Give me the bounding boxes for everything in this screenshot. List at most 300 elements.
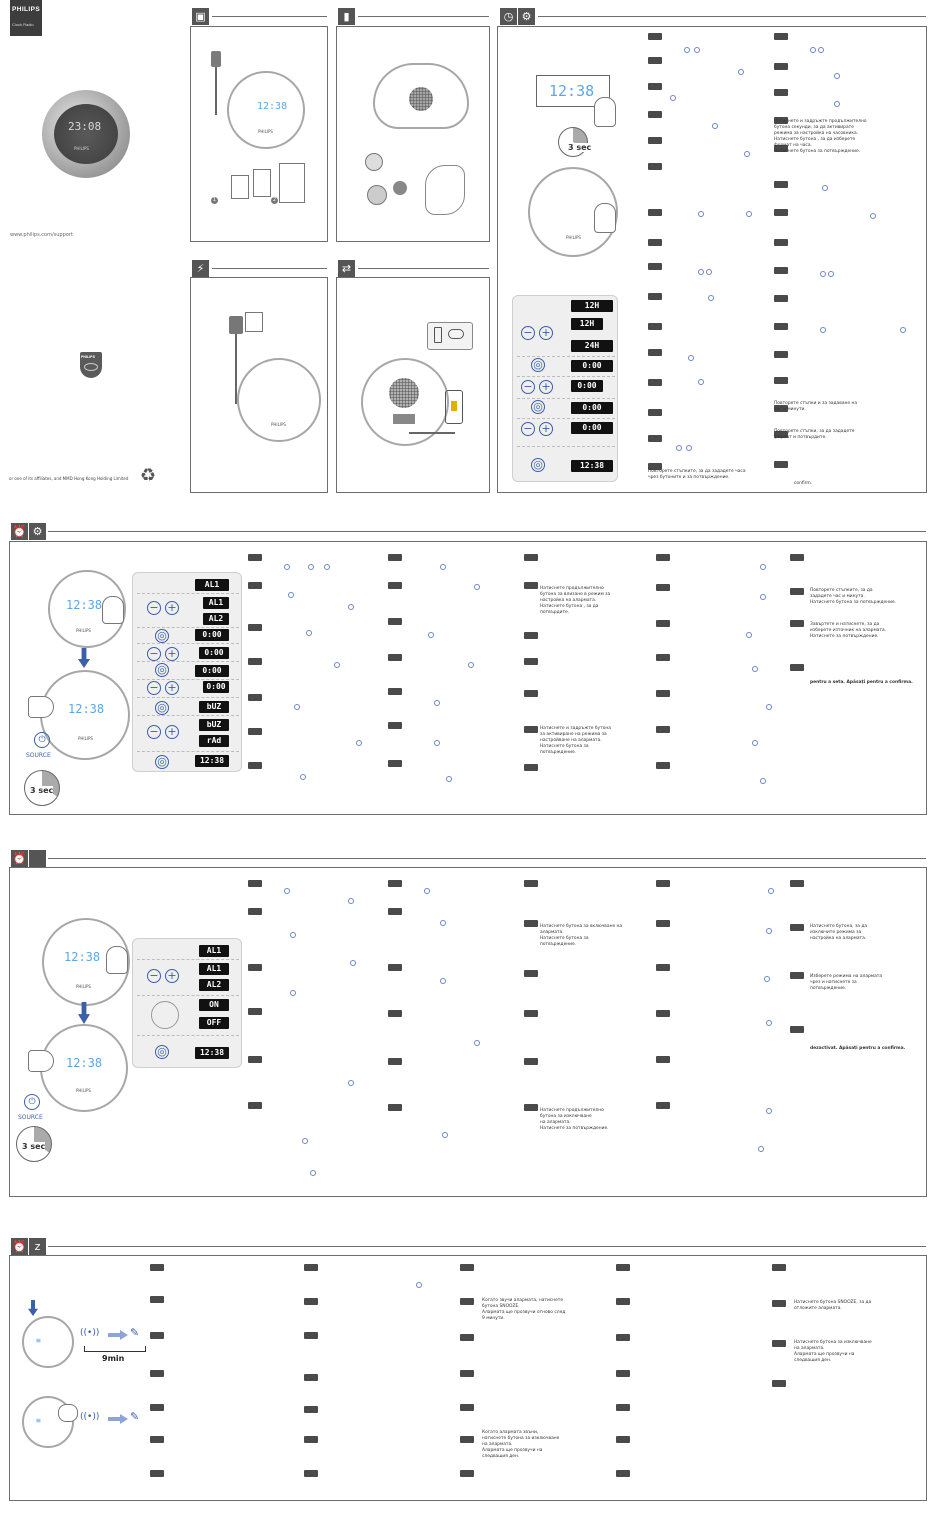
step-tag: [772, 1300, 786, 1307]
step-tag: [774, 89, 788, 96]
toggle-top-brand: PHILIPS: [76, 984, 91, 989]
button-icon: [468, 662, 474, 668]
step-tag: [790, 924, 804, 931]
step-tag: [460, 1298, 474, 1305]
hand-top: [102, 596, 124, 624]
lcd-alarm-1: AL1: [195, 579, 229, 591]
step-tag: [248, 554, 262, 561]
clock-sep-4: [517, 418, 615, 419]
snooze-arrow-right-2: [108, 1414, 128, 1424]
toggle-bottom-time: 12:38: [66, 1056, 103, 1070]
alarm-confirm-3[interactable]: ◎: [155, 701, 169, 715]
snooze-col-5: [772, 1264, 922, 1494]
clock-sep-5: [517, 446, 615, 447]
alarm-col-1: [248, 554, 378, 804]
clock-lang-col-2: [774, 33, 914, 493]
step-tag: [648, 111, 662, 118]
step-tag: [648, 239, 662, 246]
button-icon: [766, 928, 772, 934]
button-icon: [446, 776, 452, 782]
toggle-hold-label: 3 sec: [22, 1142, 46, 1151]
button-icon: [440, 920, 446, 926]
step-tag: [616, 1264, 630, 1271]
step-tag: [150, 1370, 164, 1377]
battery-icon: ▮: [338, 8, 355, 25]
button-icon: [334, 662, 340, 668]
step-tag: [656, 654, 670, 661]
toggle-sep-3: [137, 1035, 239, 1036]
alarm-plus-2[interactable]: +: [165, 647, 179, 661]
step-tag: [524, 920, 538, 927]
step-tag: [248, 964, 262, 971]
button-icon: [706, 269, 712, 275]
alarm-settings-section: [9, 541, 927, 815]
step-tag: [248, 1008, 262, 1015]
step-tag: [656, 584, 670, 591]
minus-button-2[interactable]: −: [521, 380, 535, 394]
snooze-alarm-icon: ⏰: [12, 1240, 27, 1253]
step-tag: [304, 1298, 318, 1305]
step-tag: [524, 970, 538, 977]
alarm-confirm-1[interactable]: ◎: [155, 629, 169, 643]
step-tag: [304, 1436, 318, 1443]
step-tag: [150, 1264, 164, 1271]
footer-note: or one of its affiliates, and MMD Hong Kong Holding Limited: [9, 476, 129, 481]
toggle-minus[interactable]: −: [147, 969, 161, 983]
alarm-sep-1: [137, 593, 239, 594]
lcd-toggle-5: OFF: [199, 1017, 229, 1029]
toggle-hand-top: [106, 946, 128, 974]
pen-icon: ✎: [130, 1326, 140, 1339]
step-tag: [304, 1264, 318, 1271]
step-tag: [790, 880, 804, 887]
support-url[interactable]: www.philips.com/support: [10, 232, 73, 238]
clock-step-panel: [512, 295, 618, 482]
manual-booklet: [231, 175, 249, 199]
confirm-button-3[interactable]: ◎: [531, 458, 545, 472]
step-tag: [790, 1026, 804, 1033]
step-tag: [790, 554, 804, 561]
step-tag: [524, 690, 538, 697]
step-tag: [616, 1334, 630, 1341]
shield-brand: PHILIPS: [81, 355, 95, 359]
step-tag: [248, 1056, 262, 1063]
snooze-zz-icon: z: [29, 1238, 46, 1255]
product-subtitle: Clock Radio: [12, 22, 34, 27]
alarm-toggle-switch-icon: [29, 850, 46, 867]
wall-socket: [245, 312, 263, 332]
button-icon: [766, 704, 772, 710]
device-time: 12:38: [257, 101, 288, 112]
step-tag: [656, 920, 670, 927]
button-icon: [300, 774, 306, 780]
button-icon: [350, 960, 356, 966]
snooze-col-3: [460, 1264, 615, 1494]
step-tag: [248, 624, 262, 631]
toggle-text-2: Натиснете продължително бутона за изключване на алармата. Натиснете за потвърждение.: [540, 1108, 609, 1131]
clock-sep-2: [517, 376, 615, 377]
alarm-minus-1[interactable]: −: [147, 601, 161, 615]
step-tag: [248, 762, 262, 769]
button-icon: [288, 592, 294, 598]
clock-step-text-3: Повторете стъпки и за задаване на час и минути.: [774, 401, 858, 412]
clock-step-text-2: Натиснете и задръжте продължително бутона секунди, за да активирате режима за настройка на часовника. Натиснете бутона , за да изберете формат на часа. Натиснете бутона за потвърждение.: [774, 119, 867, 154]
step-tag: [304, 1374, 318, 1381]
step-tag: [524, 1010, 538, 1017]
step-tag: [304, 1406, 318, 1413]
alarm-col-4: [656, 554, 786, 804]
hand-bottom: [28, 696, 54, 718]
step-tag: [150, 1436, 164, 1443]
alarm-plus-1[interactable]: +: [165, 601, 179, 615]
button-icon: [752, 666, 758, 672]
step-tag: [524, 1104, 538, 1111]
button-icon: [348, 1080, 354, 1086]
hold-dial-label: 3 sec: [30, 786, 54, 795]
alarm-sep-5: [137, 679, 239, 680]
button-icon: [900, 327, 906, 333]
step-tag: [460, 1334, 474, 1341]
unbox-icon: ▣: [192, 8, 209, 25]
button-icon: [760, 564, 766, 570]
lcd-alarm-3: AL2: [203, 613, 229, 625]
alarm-bottom-time: 12:38: [68, 702, 105, 716]
button-icon: [766, 1108, 772, 1114]
button-icon: [752, 740, 758, 746]
step-tag: [150, 1332, 164, 1339]
speaker-grille: [409, 87, 433, 111]
clock-setting-section: [497, 26, 927, 493]
cable-mini-icon: [448, 329, 464, 339]
step-tag: [304, 1332, 318, 1339]
adapter-icon: [211, 51, 221, 67]
step-tag: [648, 435, 662, 442]
brand-logo: PHILIPS: [12, 6, 41, 13]
button-icon: [686, 445, 692, 451]
step-tag: [388, 908, 402, 915]
step-tag: [388, 554, 402, 561]
lcd-clock-1: 12H: [571, 300, 613, 312]
step-tag: [460, 1370, 474, 1377]
step-tag: [460, 1470, 474, 1477]
step-tag: [772, 1380, 786, 1387]
button-icon: [348, 898, 354, 904]
phone-cable-inset: [427, 322, 473, 350]
alarm-confirm-4[interactable]: ◎: [155, 755, 169, 769]
button-icon: [308, 564, 314, 570]
alarm-toggle-icon: ⏰: [12, 852, 27, 865]
step-tag: [524, 632, 538, 639]
panel-power: [190, 277, 328, 493]
step-tag: [774, 33, 788, 40]
alarm-text-2: Натиснете и задръжте бутона за активиране на режима за настройване на алармата. Натиснете бутона за потвърждение.: [540, 726, 611, 755]
step-tag: [648, 323, 662, 330]
toggle-source-icon[interactable]: ⏻: [24, 1094, 40, 1110]
alarm-gear-icon: ⚙: [29, 523, 46, 540]
button-icon: [290, 932, 296, 938]
button-icon: [818, 47, 824, 53]
alarm-minus-2[interactable]: −: [147, 647, 161, 661]
lcd-toggle-2: AL1: [199, 963, 229, 975]
source-power-icon[interactable]: ⏻: [34, 732, 50, 748]
step-number-1: 1: [212, 197, 217, 203]
panel-battery: [336, 26, 490, 242]
step-tag: [648, 349, 662, 356]
lcd-clock-7: 0:00: [571, 422, 613, 434]
lcd-clock-6: 0:00: [571, 402, 613, 414]
pointing-hand-2: [594, 203, 616, 233]
step-tag: [248, 658, 262, 665]
alarm-sep-2: [137, 627, 239, 628]
alarm-top-brand: PHILIPS: [76, 628, 91, 633]
alarm-top-time: 12:38: [66, 598, 103, 612]
clock-sep-3: [517, 398, 615, 399]
step-tag: [388, 760, 402, 767]
step-tag: [648, 137, 662, 144]
clock-step-text-4: Повторете стъпки, за да зададете формат и потвърдите.: [774, 429, 855, 440]
step-tag: [524, 880, 538, 887]
minus-button-3[interactable]: −: [521, 422, 535, 436]
snooze-arrow-down: [28, 1300, 38, 1316]
button-icon: [708, 295, 714, 301]
button-icon: [766, 1020, 772, 1026]
snooze-text-3: Натиснете бутона SNOOZE, за да отложите алармата.: [794, 1300, 872, 1311]
device-side-view: [227, 71, 305, 149]
button-icon: [424, 888, 430, 894]
alarm-toggle-section: [9, 867, 927, 1197]
side-device-brand: PHILIPS: [566, 235, 581, 240]
step-tag: [616, 1404, 630, 1411]
button-icon: [290, 990, 296, 996]
snooze-hand-top: [58, 1404, 78, 1422]
toggle-text-4: Изберете режима на алармата чрез и натиснете за потвърждение.: [810, 974, 883, 991]
alarm-plus-3[interactable]: +: [165, 681, 179, 695]
step-tag: [656, 1056, 670, 1063]
alarm-sep-7: [137, 715, 239, 716]
button-icon: [428, 632, 434, 638]
clock-brand: PHILIPS: [74, 146, 89, 151]
step-tag: [248, 880, 262, 887]
snooze-text-4: Натиснете бутона за изключване на алармата. Алармата ще прозвучи на следващия ден.: [794, 1340, 872, 1363]
alarm-device-bottom: [40, 670, 130, 760]
confirm-button-2[interactable]: ◎: [531, 400, 545, 414]
step-tag: [388, 654, 402, 661]
button-icon: [820, 327, 826, 333]
snooze-section: [9, 1255, 927, 1501]
step-tag: [790, 588, 804, 595]
step-tag: [150, 1404, 164, 1411]
button-icon: [474, 1040, 480, 1046]
alarm-footer-words: pentru a seta. Apăsați pentru a confirma.: [810, 680, 913, 685]
toggle-plus[interactable]: +: [165, 969, 179, 983]
toggle-top-time: 12:38: [64, 950, 101, 964]
plus-button-1[interactable]: +: [539, 326, 553, 340]
button-icon: [284, 888, 290, 894]
step-tag: [656, 880, 670, 887]
snooze-text-1: Когато звучи алармата, натиснете бутона SNOOZE. Алармата ще прозвучи отново след 9 минути.: [482, 1298, 566, 1321]
step-tag: [388, 688, 402, 695]
lcd-alarm-11: 12:38: [195, 755, 229, 767]
lcd-toggle-3: AL2: [199, 979, 229, 991]
lcd-alarm-9: bUZ: [199, 719, 229, 731]
snooze-minutes: 9min: [102, 1354, 125, 1363]
step-tag: [388, 964, 402, 971]
toggle-text-1: Натиснете бутона за включване на алармата. Натиснете бутона за потвърждение.: [540, 924, 623, 947]
lcd-alarm-6: 0:00: [195, 665, 229, 677]
alarm-minus-4[interactable]: −: [147, 725, 161, 739]
button-icon: [324, 564, 330, 570]
toggle-confirm[interactable]: ◎: [155, 1045, 169, 1059]
coin-battery-2: [367, 185, 387, 205]
step-tag: [388, 880, 402, 887]
lcd-clock-5: 0:00: [571, 380, 603, 392]
lcd-clock-3: 24H: [571, 340, 613, 352]
pen-icon-2: ✎: [130, 1410, 140, 1423]
lcd-toggle-6: 12:38: [195, 1047, 229, 1059]
recycle-icon: ♻: [140, 465, 157, 486]
step-tag: [772, 1340, 786, 1347]
plus-button-3[interactable]: +: [539, 422, 553, 436]
button-icon: [442, 1132, 448, 1138]
button-icon: [302, 1138, 308, 1144]
lcd-toggle-4: ON: [199, 999, 229, 1011]
step-tag: [388, 1058, 402, 1065]
lcd-alarm-5: 0:00: [199, 647, 229, 659]
adapter-plug: [229, 316, 243, 334]
step-tag: [648, 57, 662, 64]
toggle-sep-1: [137, 959, 239, 960]
toggle-bottom-brand: PHILIPS: [76, 1088, 91, 1093]
button-icon: [676, 445, 682, 451]
alarm-col-3: [524, 554, 654, 804]
button-icon: [698, 269, 704, 275]
settings-gear-icon: ⚙: [518, 8, 535, 25]
step-tag: [648, 263, 662, 270]
toggle-footer-words: dezactivat. Apăsați pentru a confirma.: [810, 1046, 906, 1051]
snooze-col-1: [150, 1264, 300, 1494]
button-icon: [694, 47, 700, 53]
lcd-clock-8: 12:38: [571, 460, 613, 472]
brand-badge: [10, 0, 42, 36]
step-tag: [524, 1058, 538, 1065]
step-tag: [388, 582, 402, 589]
warning-leaflet: [253, 169, 271, 197]
alarm-step-panel: [132, 572, 242, 772]
button-icon: [820, 271, 826, 277]
confirm-button-1[interactable]: ◎: [531, 358, 545, 372]
step-tag: [774, 323, 788, 330]
step-tag: [304, 1470, 318, 1477]
snooze-col-4: [616, 1264, 766, 1494]
alarm-text-3: Повторете стъпките, за да зададете час и минута. Натиснете бутона за потвърждение.: [810, 588, 897, 605]
step-tag: [524, 554, 538, 561]
panel-1-rule: [212, 16, 327, 17]
alarm-sep-3: [137, 643, 239, 644]
step-tag: [774, 181, 788, 188]
alarm-col-5: [790, 554, 924, 804]
button-icon: [294, 704, 300, 710]
step-tag: [656, 690, 670, 697]
alarm-sep-6: [137, 697, 239, 698]
down-arrow: [78, 648, 90, 668]
plus-button-2[interactable]: +: [539, 380, 553, 394]
button-icon: [474, 584, 480, 590]
toggle-col-3: [524, 880, 654, 1190]
alarm-col-2: [388, 554, 518, 804]
step-tag: [656, 620, 670, 627]
alarm-plus-4[interactable]: +: [165, 725, 179, 739]
step-tag: [524, 764, 538, 771]
button-icon: [306, 630, 312, 636]
alarm-text-1: Натиснете продължително бутона за влизане в режим за настройка на алармата. Натиснете бутона , за да потвърдите.: [540, 586, 611, 615]
step-tag: [388, 1010, 402, 1017]
step-tag: [524, 582, 538, 589]
snooze-device-time-bottom: ≡: [36, 1416, 41, 1425]
button-icon: [310, 1170, 316, 1176]
button-icon: [758, 1146, 764, 1152]
step-tag: [790, 620, 804, 627]
clock-face: [54, 104, 118, 164]
clock-step-text-5: Повторете стъпките, за да зададете часа чрез бутоните и за потвърждение.: [648, 469, 746, 480]
snooze-col-2: [304, 1264, 454, 1494]
step-tag: [648, 33, 662, 40]
adapter-cable: [215, 67, 217, 115]
alarm-bottom-brand: PHILIPS: [78, 736, 93, 741]
alarm-minus-3[interactable]: −: [147, 681, 161, 695]
step-tag: [524, 726, 538, 733]
alarm-clock-icon: ⏰: [12, 525, 27, 538]
shield-wave: [84, 363, 98, 371]
step-tag: [248, 1102, 262, 1109]
battery-glyph: [451, 401, 457, 411]
lcd-alarm-2: AL1: [203, 597, 229, 609]
power-plug-icon: ⚡: [192, 260, 209, 277]
lcd-clock-4: 0:00: [571, 360, 613, 372]
snooze-device-top: [22, 1316, 74, 1368]
button-icon: [434, 740, 440, 746]
toggle-section-rule: [48, 858, 926, 859]
clock-confirm-word: confirm.: [794, 481, 813, 486]
step-tag: [774, 377, 788, 384]
step-tag: [460, 1404, 474, 1411]
lcd-alarm-10: rAd: [199, 735, 229, 747]
lcd-toggle-1: AL1: [199, 945, 229, 957]
button-icon: [834, 73, 840, 79]
snooze-section-rule: [48, 1246, 926, 1247]
step-tag: [388, 1104, 402, 1111]
step-tag: [774, 295, 788, 302]
clock-icon: ◷: [500, 8, 517, 25]
step-tag: [460, 1436, 474, 1443]
device-mini-icon: [151, 1001, 179, 1029]
step-tag: [774, 209, 788, 216]
step-tag: [150, 1470, 164, 1477]
minus-button-1[interactable]: −: [521, 326, 535, 340]
step-tag: [150, 1296, 164, 1303]
callout-time: 12:38: [549, 82, 595, 100]
clock-product-image: [42, 90, 130, 178]
device-back-view: [373, 63, 469, 129]
toggle-hand-bottom: [28, 1050, 54, 1072]
toggle-source-label: SOURCE: [18, 1114, 43, 1121]
button-icon: [760, 594, 766, 600]
lcd-alarm-7: 0:00: [203, 681, 229, 693]
alarm-confirm-2[interactable]: ◎: [155, 663, 169, 677]
button-icon: [440, 978, 446, 984]
step-tag: [656, 726, 670, 733]
step-tag: [248, 582, 262, 589]
step-tag: [648, 379, 662, 386]
